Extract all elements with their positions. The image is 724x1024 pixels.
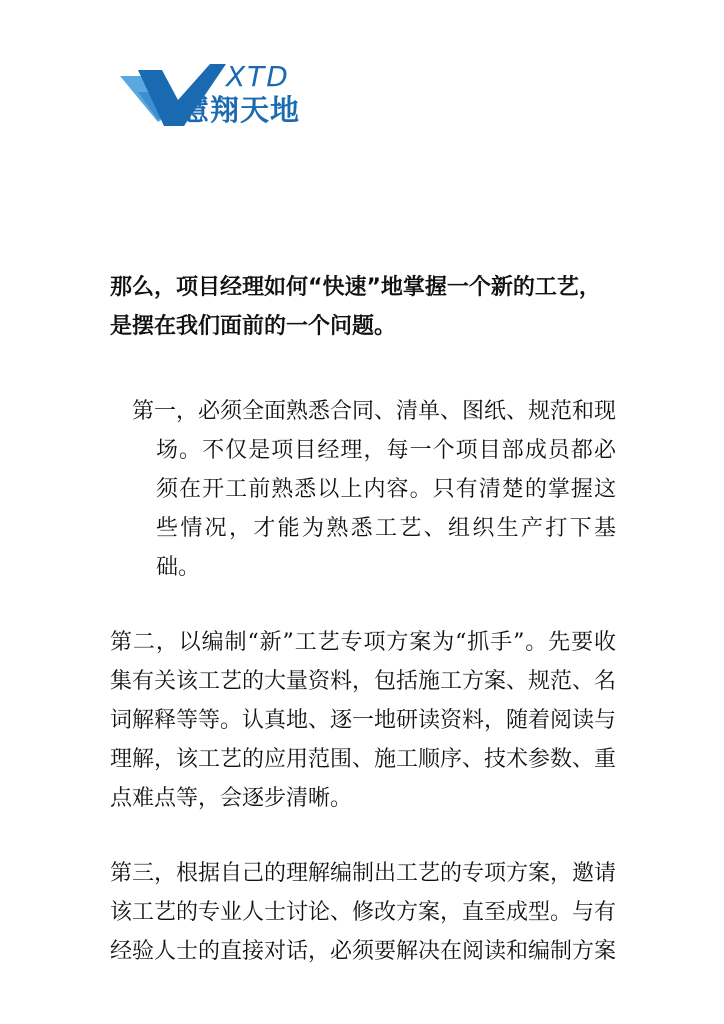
company-logo: [118, 62, 308, 132]
paragraph-2: 第二，以编制“新”工艺专项方案为“抓手”。先要收集有关该工艺的大量资料，包括施工方案、规范、名词解释等等。认真地、逐一地研读资料，随着阅读与理解，该工艺的应用范围、施工顺序、技术参数、重点难点等，会逐步清晰。: [110, 630, 617, 811]
logo-text-en: XTD: [226, 60, 290, 93]
paragraph-1: 第一，必须全面熟悉合同、清单、图纸、规范和现场。不仅是项目经理，每一个项目部成员都必须在开工前熟悉以上内容。只有清楚的掌握这些情况，才能为熟悉工艺、组织生产打下基础。: [132, 399, 617, 580]
section-heading: 那么，项目经理如何“快速”地掌握一个新的工艺，是摆在我们面前的一个问题。: [110, 275, 601, 339]
logo-text-cn: 慧翔天地: [180, 93, 301, 127]
paragraph-3: 第三，根据自己的理解编制出工艺的专项方案，邀请该工艺的专业人士讨论、修改方案，直至成型。与有经验人士的直接对话，必须要解决在阅读和编制方案: [110, 861, 617, 964]
document-body: [110, 268, 616, 971]
